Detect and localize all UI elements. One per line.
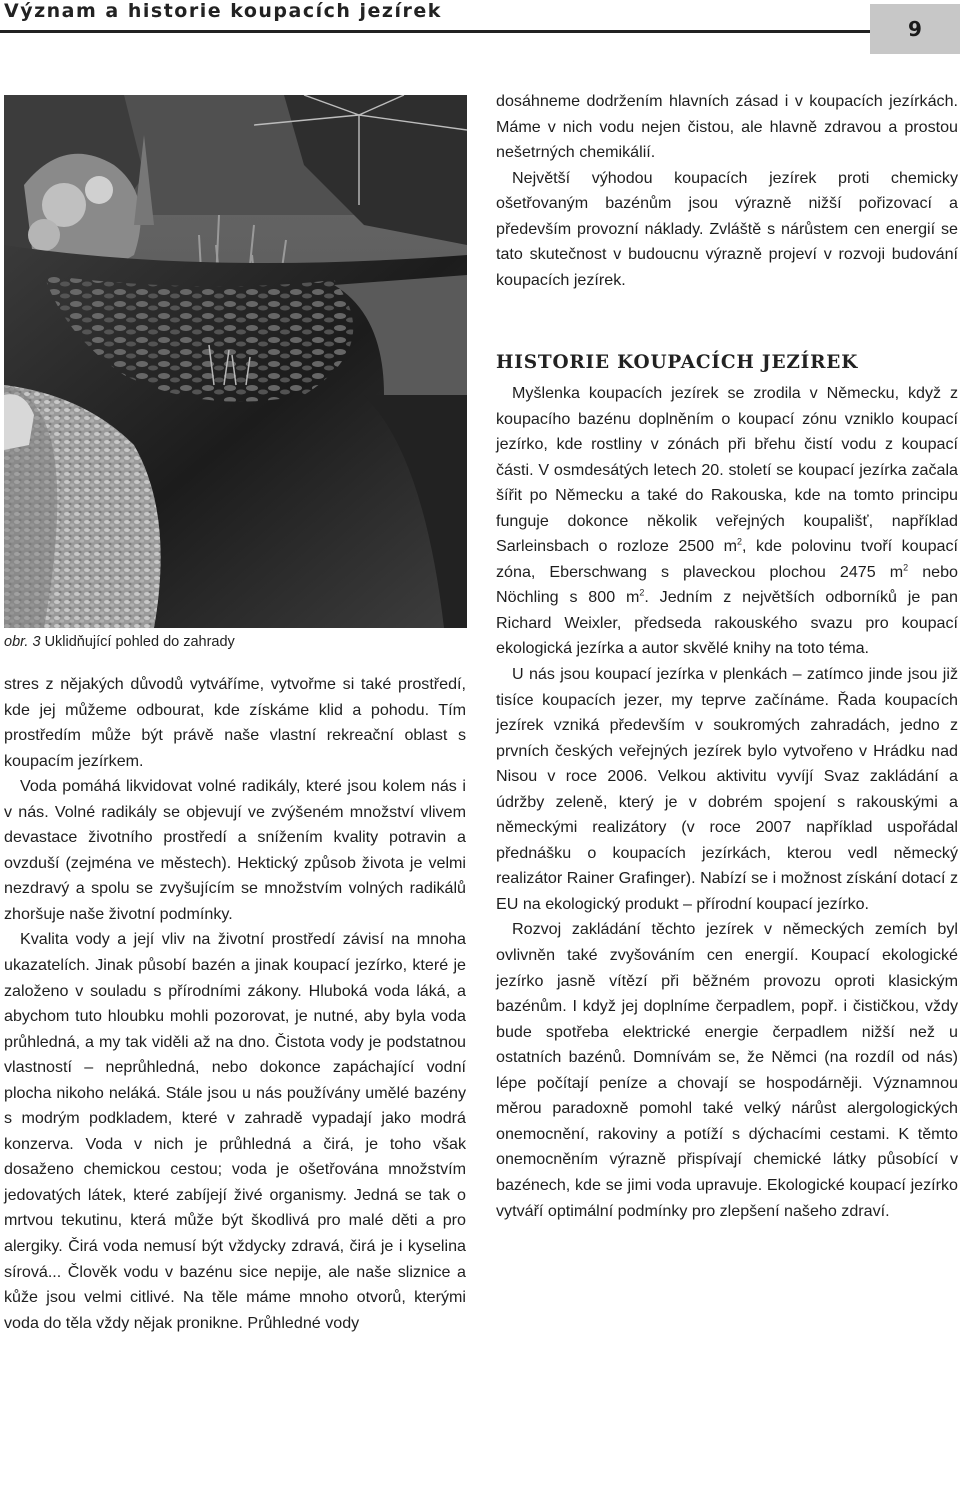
right-column-top <box>496 89 958 293</box>
figure-caption-text: Uklidňující pohled do zahrady <box>44 634 235 650</box>
history-paragraph-1: Myšlenka koupacích jezírek se zrodila v Německu, když z koupacího bazénu doplněním o koupací zónu vzniklo koupací jezírko, kde rostliny v zónách při břehu čistí vodu z koupací části. V osmdesátých letech 20. století se koupací jezírka začala šířit po Německu a také do Rakouska, kde na tomto principu funguje dokonce několik veřejných koupališť, například Sarleinsbach o rozloze 2500 $m^2$, kde polovinu tvoří koupací zóna, Eberschwang s plaveckou plochou 2475 $m^2$ nebo Nöchling s 800 $m^2$. Jedním z největších odborníků je pan Richard Weixler, předseda rakouského svazu pro koupací ekologická jezírka a autor skvělé knihy na toto téma. <box>496 384 959 658</box>
left-column <box>4 672 466 1336</box>
garden-pond-photo <box>4 95 467 628</box>
history-paragraph-3: Rozvoj zakládání těchto jezírek v německých zemích byl ovlivněn také zvyšováním cen energií. Koupací ekologické jezírko jasně vítězí při běžném provozu oproti klasickým bazénům. I když jej doplníme čerpadlem, popř. i čističkou, vždy bude spotřeba elektrické energie čerpadlem nižší než u ostatních bazénů. Domnívám se, že Němci (na rozdíl od nás) lépe počítají peníze a chovají se hospodárněji. Významnou měrou paradoxně pomohl také velký nárůst alergologických onemocnění, rakoviny a potíží s dýchacími cestami. K těmto onemocněním výrazně přispívají chemické látky působící v bazénech, kde se jimi voda upravuje. Ekologické koupací jezírko vytváří optimální podmínky pro zlepšení našeho zdraví. <box>496 920 958 1220</box>
section-heading: HISTORIE KOUPACÍCH JEZÍREK <box>496 352 859 373</box>
right-paragraph-2: Největší výhodou koupacích jezírek proti chemicky ošetřovaným bazénům jsou výrazně nižší pořizovací a především provozní náklady. Zvláště s nárůstem cen energií se tato skutečnost v budoucnu výrazně projeví v rozvoji budování koupacích jezírek. <box>496 168 958 289</box>
page-number-box <box>870 4 960 54</box>
right-paragraph-1: dosáhneme dodržením hlavních zásad i v koupacích jezírkách. Máme v nich vodu nejen čistou, ale hlavně zdravou a prostou nešetrných chemikálií. <box>496 92 958 162</box>
running-header-title: Význam a historie koupacích jezírek <box>4 0 442 22</box>
garden-pond-photo-icon <box>4 95 467 628</box>
figure-caption-label: obr. 3 <box>4 634 41 650</box>
history-paragraph-2: U nás jsou koupací jezírka v plenkách – zatímco jinde jsou již tisíce koupacích jezer, my teprve začínáme. Řada koupacích jezírek vzniká především v soukromých zahradách, jedno z prvních českých veřejných jezírek bylo vytvořeno v Hrádku nad Nisou v roce 2006. Velkou aktivitu vyvíjí Svaz zakládání a údržby zeleně, který je v dobrém spojení s rakouskými a německými realizátory (v roce 2007 například uspořádal přednášku o koupacích jezírkách, kterou vedl německý realizátor Rainer Grafinger). Nabízí se i možnost získání dotací z EU na ekologický produkt – přírodní koupací jezírko. <box>496 665 958 913</box>
right-column-history <box>496 381 958 1224</box>
left-paragraph-1: stres z nějakých důvodů vytváříme, vytvořme si také prostředí, kde jej můžeme odbourat, kde získáme klid a pohodu. Tím prostředím může být právě naše vlastní rekreační oblast s koupacím jezírkem. <box>4 675 466 770</box>
left-paragraph-2: Voda pomáhá likvidovat volné radikály, které jsou kolem nás i v nás. Volné radikály se objevují ve zvýšeném množství vlivem devastace životního prostředí a snížením kvality potravin a ovzduší (zejména ve městech). Hektický způsob života je velmi nezdravý a spolu se zvyšujícím se množstvím volných radikálů zhoršuje naše životní podmínky. <box>4 777 466 923</box>
page-number: 9 <box>908 17 922 41</box>
left-paragraph-3: Kvalita vody a její vliv na životní prostředí závisí na mnoha ukazatelích. Jinak působí bazén a jinak koupací jezírko, které je založeno v souladu s přírodními zákony. Hluboká voda láká, a abychom tuto hloubku mohli pozorovat, je nutné, aby byla voda průhledná, a my tak viděli až na dno. Čistota vody je podstatnou vlastností – neprůhledná, nebo dokonce zapáchající vodní plocha nikoho neláká. Stále jsou u nás používány umělé bazény s modrým podkladem, které v zahradě vypadají jako modrá konzerva. Voda v nich je průhledná a čirá, je toho však dosaženo chemickou cestou; voda je ošetřována množstvím jedovatých látek, které zabíjejí živé organismy. Jedná se tak o mrtvou tekutinu, která může být škodlivá pro malé děti a pro alergiky. Čirá voda nemusí být vždycky zdravá, čirá je i kyselina sírová... Člověk vodu v bazénu sice nepije, ale naše sliznice a kůže jsou velmi citlivé. Na těle máme mnoho otvorů, kterými voda do těla vždy nějak pronikne. Průhledné vody <box>4 930 466 1332</box>
figure-caption <box>4 634 474 650</box>
header-rule <box>0 30 870 33</box>
